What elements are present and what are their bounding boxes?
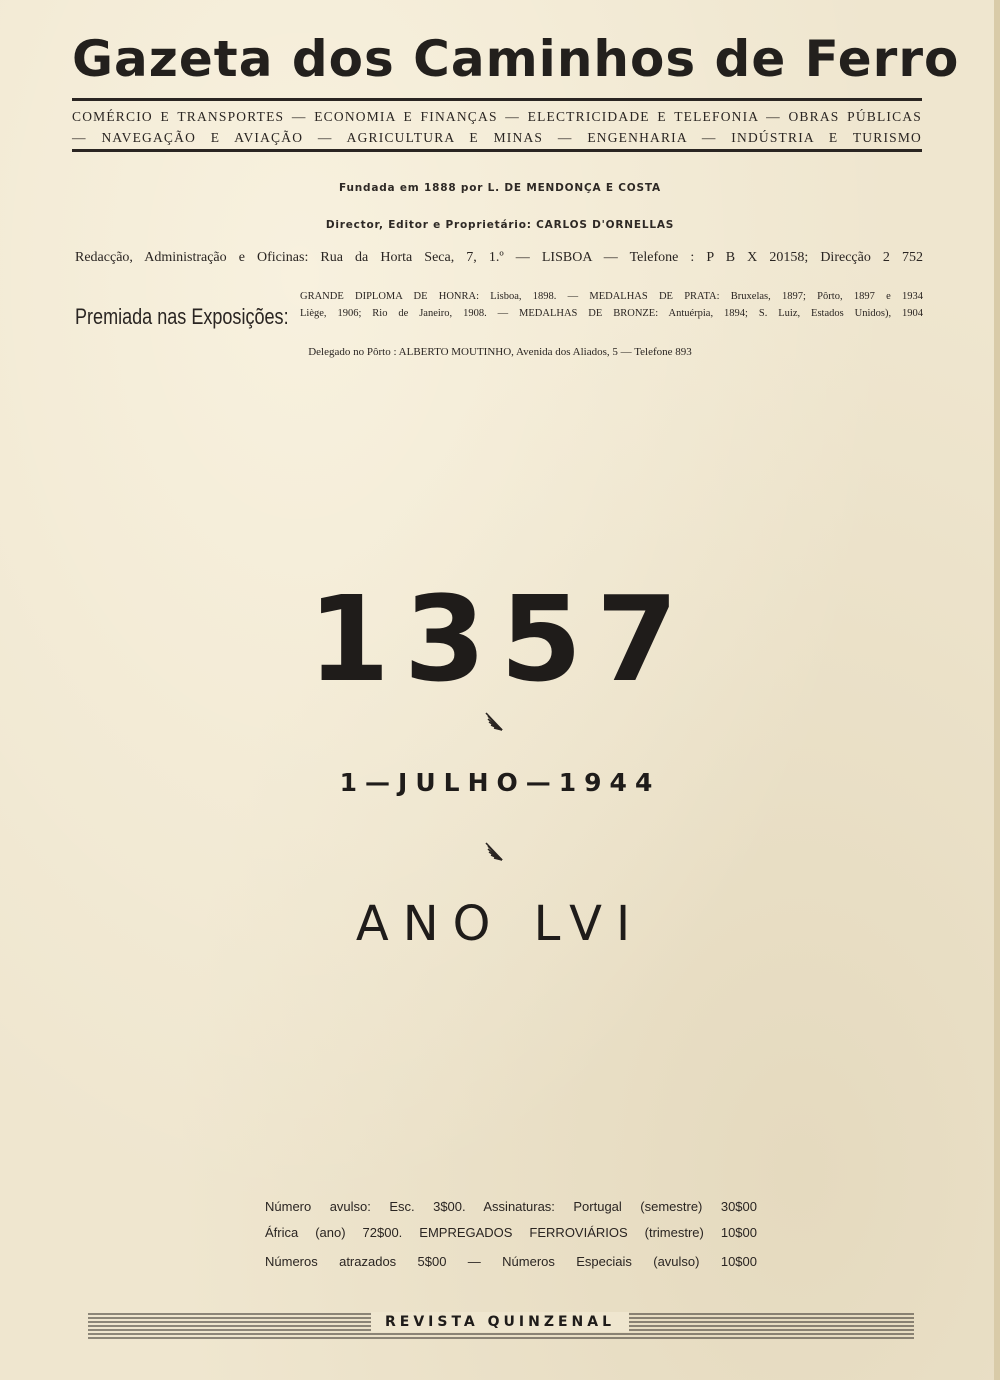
issue-number: 1357 (307, 570, 693, 708)
price-line-3: Números atrazados 5$00 — Números Especiais (avulso) 10$00 (265, 1254, 757, 1269)
fan-ornament-icon (480, 840, 516, 864)
issue-date: 1—JULHO—1944 (339, 768, 661, 797)
masthead-title: Gazeta dos Caminhos de Ferro (72, 30, 960, 88)
delegate-line: Delegado no Pôrto : ALBERTO MOUTINHO, Avenida dos Aliados, 5 — Telefone 893 (308, 346, 692, 358)
subjects-line-2: — NAVEGAÇÃO E AVIAÇÃO — AGRICULTURA E MINAS — ENGENHARIA — INDÚSTRIA E TURISMO (72, 130, 922, 145)
director-line: Director, Editor e Proprietário: CARLOS D'ORNELLAS (325, 219, 675, 231)
issue-year: ANO LVI (355, 896, 645, 952)
awards-line-1: GRANDE DIPLOMA DE HONRA: Lisboa, 1898. — MEDALHAS DE PRATA: Bruxelas, 1897; Pôrto, 1897 e 1934 (300, 291, 923, 302)
address-line: Redacção, Administração e Oficinas: Rua da Horta Seca, 7, 1.º — LISBOA — Telefone : P B X 20158; Direcção 2 752 (75, 250, 923, 265)
awards-line-2: Liège, 1906; Rio de Janeiro, 1908. — MEDALHAS DE BRONZE: Antuérpia, 1894; S. Luiz, Estados Unidos), 1904 (300, 308, 923, 319)
awards-label: Premiada nas Exposições: (75, 304, 289, 329)
footer-label (0, 1314, 1000, 1330)
price-line-1: Número avulso: Esc. 3$00. Assinaturas: Portugal (semestre) 30$00 (265, 1199, 757, 1214)
founded-line: Fundada em 1888 por L. DE MENDONÇA E COSTA (339, 182, 661, 194)
price-line-2: África (ano) 72$00. EMPREGADOS FERROVIÁRIOS (trimestre) 10$00 (265, 1225, 757, 1240)
footer-label-text: REVISTA QUINZENAL (371, 1312, 629, 1332)
fan-ornament-icon (480, 710, 516, 734)
subjects-line-1: COMÉRCIO E TRANSPORTES — ECONOMIA E FINANÇAS — ELECTRICIDADE E TELEFONIA — OBRAS PÚBLICAS (72, 109, 922, 124)
masthead-rule-top (72, 98, 922, 101)
masthead-rule-bottom (72, 149, 922, 152)
